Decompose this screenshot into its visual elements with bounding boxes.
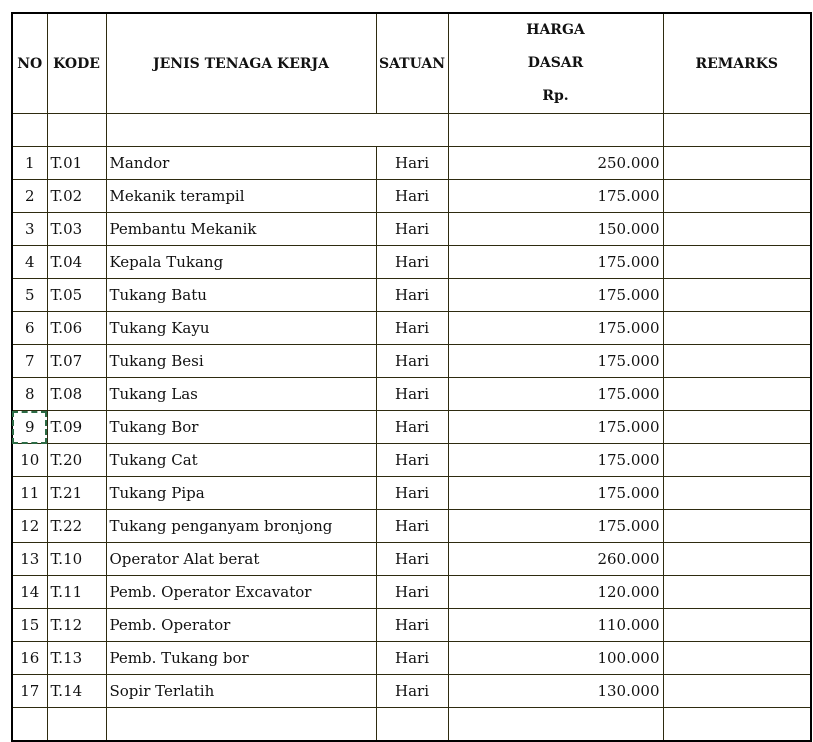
cell-no[interactable]: 16 (12, 642, 47, 675)
cell-harga[interactable]: 110.000 (448, 609, 663, 642)
cell-no[interactable]: 3 (12, 213, 47, 246)
cell-jenis[interactable]: Mandor (106, 147, 376, 180)
cell-harga[interactable]: 130.000 (448, 675, 663, 708)
cell-jenis[interactable]: Sopir Terlatih (106, 675, 376, 708)
cell-harga[interactable]: 175.000 (448, 444, 663, 477)
cell-no[interactable]: 8 (12, 378, 47, 411)
cell-harga[interactable]: 175.000 (448, 279, 663, 312)
header-row (12, 13, 811, 114)
cell-jenis[interactable]: Operator Alat berat (106, 543, 376, 576)
header-kode[interactable]: KODE (47, 13, 106, 114)
cell-satuan[interactable]: Hari (376, 246, 448, 279)
cell-jenis[interactable]: Pemb. Operator (106, 609, 376, 642)
cell-kode[interactable]: T.06 (47, 312, 106, 345)
cell-no[interactable]: 1 (12, 147, 47, 180)
cell-no[interactable]: 12 (12, 510, 47, 543)
cell-harga[interactable]: 260.000 (448, 543, 663, 576)
cell[interactable] (376, 708, 448, 742)
cell-satuan[interactable]: Hari (376, 345, 448, 378)
cell-kode[interactable]: T.11 (47, 576, 106, 609)
cell-remarks[interactable] (663, 510, 811, 543)
cell-satuan[interactable]: Hari (376, 444, 448, 477)
cell-satuan[interactable]: Hari (376, 642, 448, 675)
cell-jenis[interactable]: Tukang Pipa (106, 477, 376, 510)
table-row (12, 312, 811, 345)
header-remarks[interactable]: REMARKS (663, 13, 811, 114)
header-harga-line3: Rp. (542, 88, 569, 104)
selected-cell-no[interactable]: 9 (12, 411, 47, 444)
table-row (12, 246, 811, 279)
header-harga[interactable] (448, 13, 663, 114)
cell-no[interactable]: 15 (12, 609, 47, 642)
cell-jenis[interactable]: Kepala Tukang (106, 246, 376, 279)
cell-jenis[interactable]: Tukang Cat (106, 444, 376, 477)
cell-harga[interactable]: 120.000 (448, 576, 663, 609)
cell-satuan[interactable]: Hari (376, 180, 448, 213)
table-row (12, 609, 811, 642)
cell-remarks[interactable] (663, 180, 811, 213)
cell[interactable] (47, 114, 106, 147)
table-row (12, 147, 811, 180)
cell-satuan[interactable]: Hari (376, 477, 448, 510)
cell[interactable] (12, 114, 47, 147)
cell-remarks[interactable] (663, 477, 811, 510)
cell-kode[interactable]: T.09 (47, 411, 106, 444)
header-no[interactable]: NO (12, 13, 47, 114)
cell-no[interactable]: 14 (12, 576, 47, 609)
cell-harga[interactable]: 175.000 (448, 378, 663, 411)
cell-no[interactable]: 2 (12, 180, 47, 213)
cell-harga[interactable]: 100.000 (448, 642, 663, 675)
cell-kode[interactable]: T.04 (47, 246, 106, 279)
cell-jenis[interactable]: Pemb. Tukang bor (106, 642, 376, 675)
cell-jenis[interactable]: Tukang Besi (106, 345, 376, 378)
table-row-partial (12, 708, 811, 742)
cell-remarks[interactable] (663, 642, 811, 675)
cell-remarks[interactable] (663, 147, 811, 180)
header-satuan[interactable]: SATUAN (376, 13, 448, 114)
table-row (12, 411, 811, 444)
cell-satuan[interactable]: Hari (376, 378, 448, 411)
cell-harga[interactable]: 250.000 (448, 147, 663, 180)
cell-remarks[interactable] (663, 675, 811, 708)
cell-kode[interactable]: T.02 (47, 180, 106, 213)
cell-kode[interactable]: T.07 (47, 345, 106, 378)
cell-kode[interactable]: T.21 (47, 477, 106, 510)
cell-remarks[interactable] (663, 213, 811, 246)
cell-jenis[interactable]: Tukang Bor (106, 411, 376, 444)
cell-satuan[interactable]: Hari (376, 543, 448, 576)
cell-kode[interactable]: T.14 (47, 675, 106, 708)
labor-price-table (11, 12, 812, 742)
cell-harga[interactable]: 150.000 (448, 213, 663, 246)
cell-kode[interactable]: T.12 (47, 609, 106, 642)
cell[interactable] (12, 708, 47, 742)
cell-no[interactable]: 5 (12, 279, 47, 312)
table-row (12, 477, 811, 510)
cell-satuan[interactable]: Hari (376, 675, 448, 708)
cell-no[interactable]: 11 (12, 477, 47, 510)
table-row (12, 279, 811, 312)
cell-harga[interactable]: 175.000 (448, 345, 663, 378)
cell-kode[interactable]: T.01 (47, 147, 106, 180)
cell-kode[interactable]: T.10 (47, 543, 106, 576)
cell-remarks[interactable] (663, 609, 811, 642)
cell-kode[interactable]: T.03 (47, 213, 106, 246)
cell[interactable] (663, 708, 811, 742)
header-harga-line2: DASAR (527, 55, 584, 71)
cell-satuan[interactable]: Hari (376, 576, 448, 609)
table-row (12, 543, 811, 576)
cell-remarks[interactable] (663, 411, 811, 444)
cell-jenis[interactable]: Tukang Las (106, 378, 376, 411)
cell-remarks[interactable] (663, 543, 811, 576)
cell-satuan[interactable]: Hari (376, 213, 448, 246)
cell-remarks[interactable] (663, 576, 811, 609)
cell-kode[interactable]: T.13 (47, 642, 106, 675)
cell[interactable] (448, 708, 663, 742)
table-row (12, 180, 811, 213)
cell-satuan[interactable]: Hari (376, 312, 448, 345)
cell-jenis[interactable]: Pemb. Operator Excavator (106, 576, 376, 609)
cell-remarks[interactable] (663, 345, 811, 378)
cell-no[interactable]: 7 (12, 345, 47, 378)
cell-no[interactable]: 13 (12, 543, 47, 576)
cell-jenis[interactable]: Tukang penganyam bronjong (106, 510, 376, 543)
table-row (12, 345, 811, 378)
cell-harga[interactable]: 175.000 (448, 510, 663, 543)
header-jenis[interactable]: JENIS TENAGA KERJA (106, 13, 376, 114)
header-harga-line1: HARGA (526, 22, 585, 38)
cell-satuan[interactable]: Hari (376, 279, 448, 312)
table-row (12, 642, 811, 675)
cell-harga[interactable]: 175.000 (448, 180, 663, 213)
cell-remarks[interactable] (663, 246, 811, 279)
cell[interactable] (448, 114, 663, 147)
cell-kode[interactable]: T.05 (47, 279, 106, 312)
cell-satuan[interactable]: Hari (376, 510, 448, 543)
table-row (12, 675, 811, 708)
cell-jenis[interactable]: Tukang Kayu (106, 312, 376, 345)
cell-satuan[interactable]: Hari (376, 411, 448, 444)
cell-no[interactable]: 10 (12, 444, 47, 477)
cell-remarks[interactable] (663, 378, 811, 411)
cell-harga[interactable]: 175.000 (448, 312, 663, 345)
cell-satuan[interactable]: Hari (376, 609, 448, 642)
blank-row (12, 114, 811, 147)
cell-remarks[interactable] (663, 312, 811, 345)
table-row (12, 378, 811, 411)
cell-no[interactable]: 6 (12, 312, 47, 345)
cell-jenis[interactable]: Tukang Batu (106, 279, 376, 312)
cell-harga[interactable]: 175.000 (448, 246, 663, 279)
cell-kode[interactable]: T.20 (47, 444, 106, 477)
cell-remarks[interactable] (663, 279, 811, 312)
cell-harga[interactable]: 175.000 (448, 411, 663, 444)
cell-kode[interactable]: T.08 (47, 378, 106, 411)
table-row (12, 213, 811, 246)
table-row (12, 576, 811, 609)
cell[interactable] (663, 114, 811, 147)
table-row (12, 510, 811, 543)
cell[interactable] (47, 708, 106, 742)
cell-no[interactable]: 17 (12, 675, 47, 708)
cell-jenis[interactable]: Pembantu Mekanik (106, 213, 376, 246)
table-row (12, 444, 811, 477)
cell-kode[interactable]: T.22 (47, 510, 106, 543)
cell[interactable] (106, 114, 448, 147)
cell-no[interactable]: 4 (12, 246, 47, 279)
cell[interactable] (106, 708, 376, 742)
cell-jenis[interactable]: Mekanik terampil (106, 180, 376, 213)
cell-harga[interactable]: 175.000 (448, 477, 663, 510)
cell-satuan[interactable]: Hari (376, 147, 448, 180)
cell-remarks[interactable] (663, 444, 811, 477)
